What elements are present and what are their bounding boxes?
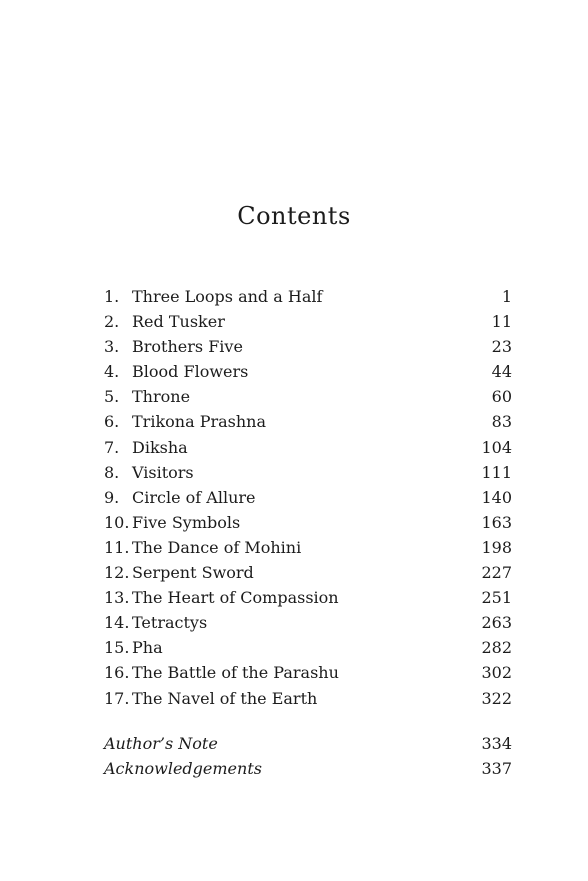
- chapter-title: Diksha: [132, 437, 188, 457]
- back-matter-page-number: 337: [481, 759, 512, 778]
- chapter-number: 11.: [104, 537, 130, 557]
- chapter-number: 14.: [104, 613, 130, 633]
- chapter-page-number: 104: [481, 437, 512, 457]
- page-title: Contents: [237, 202, 351, 230]
- chapter-entry-10[interactable]: [104, 510, 512, 535]
- chapter-page-number: 251: [481, 588, 512, 608]
- chapter-page-number: 163: [481, 512, 512, 532]
- chapter-entry-13[interactable]: [104, 585, 512, 610]
- chapter-entry-8[interactable]: [104, 460, 512, 485]
- back-matter-page-number: 334: [481, 734, 512, 753]
- chapter-title: The Navel of the Earth: [132, 688, 318, 708]
- chapter-title: Red Tusker: [132, 312, 225, 332]
- chapter-page-number: 44: [491, 362, 512, 382]
- chapter-page-number: 302: [481, 663, 512, 683]
- chapter-page-number: 111: [481, 462, 512, 482]
- chapter-title: Circle of Allure: [132, 487, 256, 507]
- chapter-page-number: 263: [481, 613, 512, 633]
- chapter-number: 2.: [104, 312, 120, 332]
- chapter-number: 10.: [104, 512, 130, 532]
- chapter-entry-15[interactable]: [104, 635, 512, 660]
- back-matter-entry-authors-note[interactable]: [104, 731, 512, 756]
- chapter-number: 16.: [104, 663, 130, 683]
- chapter-entry-16[interactable]: [104, 660, 512, 685]
- chapter-number: 3.: [104, 337, 120, 357]
- chapter-number: 5.: [104, 387, 120, 407]
- back-matter-list: [104, 731, 512, 781]
- chapter-title: The Dance of Mohini: [132, 537, 302, 557]
- chapter-title: Visitors: [132, 462, 194, 482]
- back-matter-title: Author’s Note: [104, 734, 218, 753]
- chapter-entry-1[interactable]: [104, 284, 512, 309]
- chapter-title: Five Symbols: [132, 512, 241, 532]
- chapter-number: 4.: [104, 362, 120, 382]
- chapter-page-number: 198: [481, 537, 512, 557]
- back-matter-entry-acknowledgements[interactable]: [104, 756, 512, 781]
- chapter-page-number: 227: [481, 563, 512, 583]
- chapter-entry-14[interactable]: [104, 610, 512, 635]
- chapter-number: 8.: [104, 462, 120, 482]
- chapter-entry-7[interactable]: [104, 435, 512, 460]
- chapter-number: 13.: [104, 588, 130, 608]
- chapter-number: 9.: [104, 487, 120, 507]
- chapter-title: Three Loops and a Half: [132, 287, 323, 306]
- chapter-entry-2[interactable]: [104, 309, 512, 334]
- chapter-entry-17[interactable]: [104, 686, 512, 711]
- chapter-page-number: 140: [481, 487, 512, 507]
- chapter-entry-9[interactable]: [104, 485, 512, 510]
- chapter-title: The Battle of the Parashu: [132, 663, 339, 683]
- chapter-entry-5[interactable]: [104, 384, 512, 409]
- chapter-number: 7.: [104, 437, 120, 457]
- chapter-page-number: 60: [491, 387, 512, 407]
- chapter-page-number: 11: [491, 312, 512, 332]
- chapter-number: 15.: [104, 638, 130, 658]
- chapter-title: Tetractys: [132, 613, 208, 633]
- chapter-title: Pha: [132, 638, 163, 658]
- chapter-title: The Heart of Compassion: [132, 588, 339, 608]
- chapter-entry-6[interactable]: [104, 409, 512, 434]
- chapter-title: Throne: [132, 387, 191, 407]
- chapter-title: Serpent Sword: [132, 563, 254, 583]
- chapter-entry-3[interactable]: [104, 334, 512, 359]
- chapter-title: Blood Flowers: [132, 362, 249, 382]
- chapter-title: Brothers Five: [132, 337, 243, 357]
- chapter-entry-12[interactable]: [104, 560, 512, 585]
- chapter-page-number: 282: [481, 638, 512, 658]
- chapter-number: 12.: [104, 563, 130, 583]
- chapter-page-number: 83: [491, 412, 512, 432]
- chapter-page-number: 322: [481, 688, 512, 708]
- chapter-list: [104, 284, 512, 711]
- chapter-number: 6.: [104, 412, 120, 432]
- chapter-number: 17.: [104, 688, 130, 708]
- chapter-entry-11[interactable]: [104, 535, 512, 560]
- back-matter-title: Acknowledgements: [104, 759, 262, 778]
- chapter-number: 1.: [104, 287, 120, 306]
- chapter-entry-4[interactable]: [104, 359, 512, 384]
- chapter-page-number: 1: [501, 287, 512, 306]
- chapter-page-number: 23: [491, 337, 512, 357]
- chapter-title: Trikona Prashna: [132, 412, 267, 432]
